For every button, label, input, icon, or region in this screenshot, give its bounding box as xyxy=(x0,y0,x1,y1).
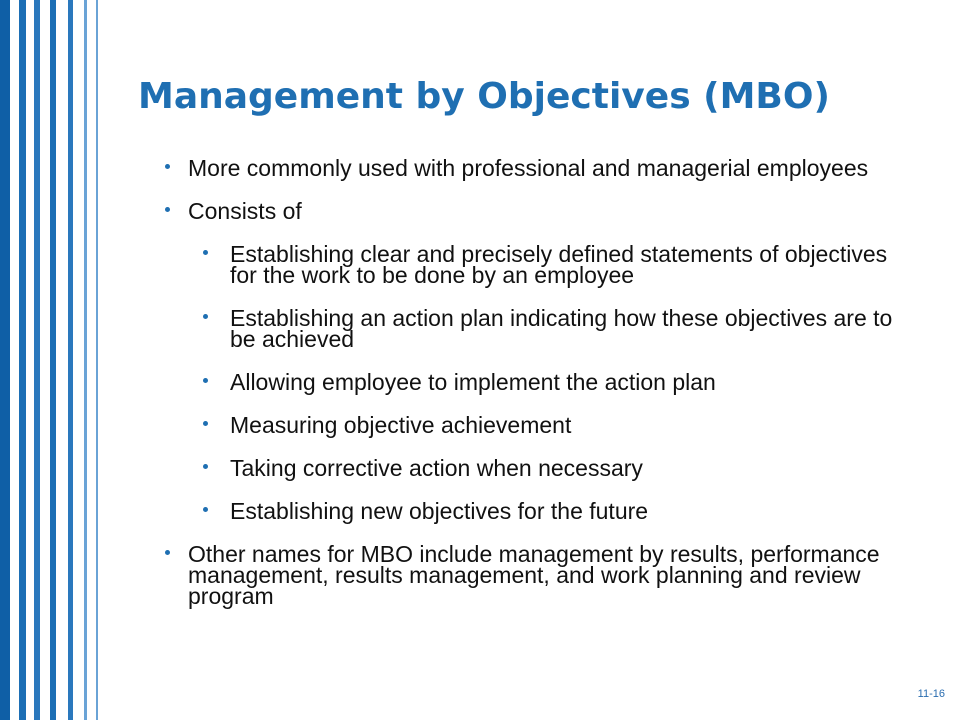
bullet-dot-icon xyxy=(203,314,208,319)
decorative-stripes xyxy=(0,0,98,720)
bullet-dot-icon xyxy=(203,378,208,383)
sub-bullet-item xyxy=(150,369,910,395)
bullet-text: Measuring objective achievement xyxy=(230,412,572,438)
bullet-dot-icon xyxy=(165,207,170,212)
stripe xyxy=(84,0,87,720)
sub-bullet-item xyxy=(150,241,910,288)
bullet-text: Taking corrective action when necessary xyxy=(230,455,643,481)
stripe xyxy=(19,0,26,720)
bullet-dot-icon xyxy=(165,550,170,555)
stripe xyxy=(96,0,98,720)
sub-bullet-item xyxy=(150,305,910,352)
bullet-dot-icon xyxy=(203,507,208,512)
bullet-item xyxy=(150,198,910,224)
bullet-text: Establishing an action plan indicating how these objectives are to be achieved xyxy=(230,305,893,352)
stripe xyxy=(34,0,40,720)
sub-bullet-item xyxy=(150,498,910,524)
bullet-text: Establishing new objectives for the future xyxy=(230,498,649,524)
bullet-text: Allowing employee to implement the action plan xyxy=(230,369,716,395)
bullet-dot-icon xyxy=(203,250,208,255)
bullet-dot-icon xyxy=(165,164,170,169)
bullet-text: Consists of xyxy=(188,198,302,224)
bullet-text: Establishing clear and precisely defined statements of objectives for the work to be done by an employee xyxy=(230,241,888,288)
bullet-text: Other names for MBO include management by results, performance management, results management, and work planning and review program xyxy=(188,541,880,609)
bullet-dot-icon xyxy=(203,421,208,426)
bullet-text: More commonly used with professional and managerial employees xyxy=(188,155,869,181)
bullet-item xyxy=(150,541,910,609)
stripe xyxy=(68,0,73,720)
sub-bullet-item xyxy=(150,412,910,438)
page-number: 11-16 xyxy=(917,688,945,700)
bullet-item xyxy=(150,155,910,181)
stripe xyxy=(0,0,10,720)
bullet-dot-icon xyxy=(203,464,208,469)
bullet-list xyxy=(150,155,910,609)
stripe xyxy=(50,0,56,720)
sub-bullet-item xyxy=(150,455,910,481)
slide-title: Management by Objectives (MBO) xyxy=(138,76,830,117)
